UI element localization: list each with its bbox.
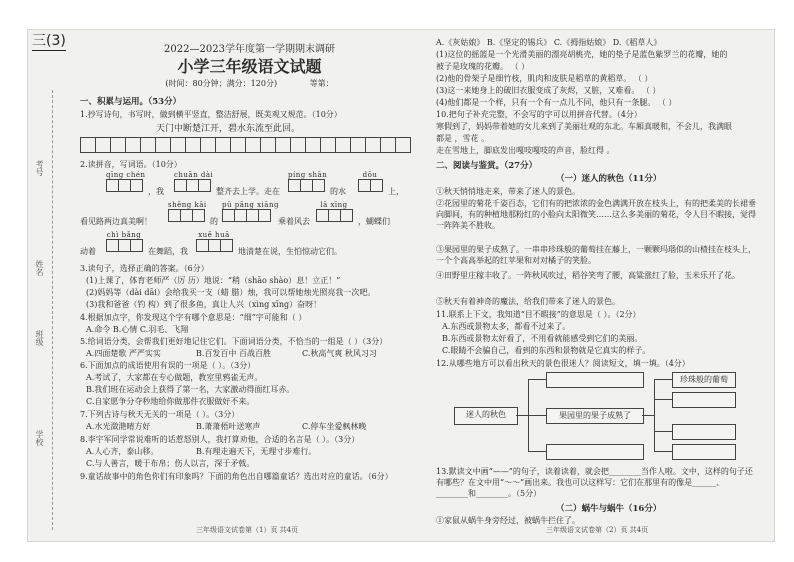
q5-prompt: 5.给词语分类，会帮我们更好地记住它们。下面词语分类，不恰当的一组是（ ）（3分） xyxy=(80,337,388,346)
q11-option-c: C.眼睛不会骗自己，看到的东西和景物就是它真实的样子。 xyxy=(442,346,651,355)
pinyin-pingshan[interactable]: píng shān xyxy=(288,171,327,192)
q8-option-b: B.有理走遍天下，无理寸步难行。 xyxy=(196,447,317,456)
section-1-heading: 一、积累与运用。（53分） xyxy=(80,97,182,107)
passage-2-title: （二）蜗牛与蜗牛（16分） xyxy=(556,504,662,514)
q8-prompt: 8.李宇军同学常说难听的话惹怒别人，我打算劝他，合适的名言是（ ）。（3分） xyxy=(80,435,360,444)
q2-text-5: 看见路两边真美啊！ xyxy=(80,217,152,226)
passage-1-para-2: ②花园里的菊花千姿百态，它们有的把浓浓的金色满满开放在枝头上，有的把柔美的长裙垂向脚间，有的种植地那粉红的小脸向太阳微笑……这么多美丽的菊花，令人目不暇接，觉得一阵阵美不胜收。 xyxy=(436,199,756,230)
exam-title: 小学三年级语文试题 xyxy=(177,57,322,76)
q1-poem: 天门中断楚江开，碧水东流至此回。 xyxy=(156,124,301,134)
exam-info xyxy=(76,78,423,89)
q5-option-a: A.四面楚歌 严严实实 xyxy=(86,349,161,358)
pinyin-shengkai[interactable]: shēng kāi xyxy=(168,201,207,222)
passage-1-para-1: ①秋天悄悄地走来，带来了迷人的景色。 xyxy=(436,187,580,196)
pinyin-pupangxiang[interactable]: pū pāng xiāng xyxy=(222,201,279,222)
pinyin-dou[interactable]: dōu xyxy=(358,171,382,192)
pinyin-xuehua[interactable]: xuě huā xyxy=(196,231,232,252)
writing-grid[interactable] xyxy=(80,137,410,153)
dashed-fold-line xyxy=(52,90,53,530)
q7-option-b: B.萧萧梧叶送寒声 xyxy=(196,422,261,431)
q9-options: A.《灰姑娘》 B.《坚定的锡兵》 C.《拇指姑娘》 D.《稻草人》 xyxy=(436,38,662,47)
q6-option-a: A.考试了，大家都在专心做题，教室里鸦雀无声。 xyxy=(86,373,263,382)
exam-photo xyxy=(27,29,775,542)
passage-2-para-1: ①家鼠从蜗牛身旁经过，被蜗牛拦住了。 xyxy=(436,516,580,525)
q2-text-10: 在舞蹈，我 xyxy=(148,247,188,256)
exam-year-line: 2022—2023学年度第一学期期末调研 xyxy=(164,44,335,55)
time-score-info: (时间：80分钟；满分：120分) xyxy=(165,79,278,88)
q5-option-c: C.秋高气爽 秋风习习 xyxy=(302,349,377,358)
q2-text-11: 地清楚在说，生怕惊动它们。 xyxy=(238,247,342,256)
q3-line-1: (1)上课了，体育老师严（厉 历）地说：“稍（shāo shào）息！立正！” xyxy=(86,276,341,285)
pinyin-qingchen[interactable]: qīng chén xyxy=(106,171,146,192)
passage-1-para-5: ⑤秋天有着神奇的魔法，给我们带来了迷人的景色。 xyxy=(436,297,620,306)
map-blank-4[interactable] xyxy=(672,424,736,440)
q10-line-3: 走在雪地上，脚底发出嘎吱嘎吱的声音，脸红得 。 xyxy=(436,146,615,155)
q10-prompt: 10.把句子补充完整，不会写的字可以用拼音代替。（4分） xyxy=(436,110,642,119)
pinyin-laxing[interactable]: lā xīng xyxy=(316,201,352,222)
gutter-label-exam-id: 考号 xyxy=(35,160,44,176)
q12-prompt: 12.从哪些地方可以看出秋天的景色很迷人？阅读短文，填一填。（4分） xyxy=(436,359,690,368)
map-root: 迷人的秋色 xyxy=(454,407,518,425)
passage-1-title: （一）迷人的秋色（11分） xyxy=(556,174,662,184)
q2-text-2: 整齐去上学。走在 xyxy=(216,187,280,196)
q11-option-a: A.东西或景物太多，都看不过来了。 xyxy=(442,322,571,331)
q2-text-7: 乘着风去 xyxy=(278,217,310,226)
q11-option-b: B.东西或景物太好看了，不用看就能感受到它们的美丽。 xyxy=(442,334,643,343)
map-blank-5[interactable] xyxy=(672,444,736,460)
q4-prompt: 4.根据加点字，你发现这个字有哪个意思是：“细”字可能和（ ） xyxy=(80,313,307,322)
q7-prompt: 7.下列古诗与秋天无关的一项是（ ）。（3分） xyxy=(80,410,240,419)
passage-1-para-4: ④田野里庄稼丰收了。一阵秋风吹过，稻谷笑弯了腰，高粱涨红了脸，玉米乐开了花。 xyxy=(436,271,740,280)
q2-text-4: 上， xyxy=(388,187,404,196)
pinyin-chuandai[interactable]: chuān dài xyxy=(174,171,213,192)
q9-line-1: (1)这位的摇篮是一个光滑美丽的漂亮胡桃壳，她的垫子是蓝色紫罗兰的花瓣，她的 xyxy=(436,50,728,59)
q6-option-c: C.自家愿争分夺秒地给你做那件衣服做好不来。 xyxy=(86,397,255,406)
gutter-label-school: 学校 xyxy=(35,430,44,446)
q9-line-5: (4)他们都是一个样，只有一个有一点儿不同，他只有一条腿。 （ ） xyxy=(436,98,677,107)
map-blank-2[interactable] xyxy=(546,444,644,460)
q2-text-1: ，我 xyxy=(148,187,164,196)
grade-label: 等第： xyxy=(309,79,334,88)
right-page xyxy=(436,30,766,541)
q10-line-1: 寒假到了，妈妈带着她的女儿来到了美丽壮观的东北。车厢真暖和，不会儿，我满眼 xyxy=(436,122,732,131)
q9-line-4: (3)这一来她身上的破旧衣服变成了灰烬，又脏，又难看。 （ ） xyxy=(436,86,661,95)
q9-prompt: 9.童话故事中的角色你们有印象吗？下面的角色出自哪篇童话？选出对应的童话。（6分） xyxy=(80,472,393,481)
q8-option-c: C.与人善言，暖于布帛；伤人以言，深于矛戟。 xyxy=(86,459,255,468)
q6-option-b: B.我们班在运动会上获得了第一名，大家激动得面红耳赤。 xyxy=(86,385,295,394)
left-footer: 三年级语文试卷第（1）页 共4页 xyxy=(196,526,299,534)
q7-option-c: C.停车坐爱枫林晚 xyxy=(302,422,367,431)
q2-text-9: 动着 xyxy=(80,247,96,256)
left-page xyxy=(76,30,423,541)
passage-1-para-3: ③果园里的果子成熟了。一串串珍珠般的葡萄挂在藤上，一颗颗玛瑙似的山楂挂在枝头上，一个个高高举起的红苹果和对对橘子的笑脸。 xyxy=(436,245,756,265)
q3-line-3: (3)我和爸爸（钓 构）到了很多鱼，真让人兴（xìng xīng）奋呀！ xyxy=(86,300,322,309)
q2-text-8: ，蝴蝶们 xyxy=(358,217,390,226)
map-blank-3[interactable] xyxy=(672,392,736,408)
q6-prompt: 6.下面加点的成语使用有误的一项是（ ）。（3分） xyxy=(80,361,256,370)
q2-text-3: 的水 xyxy=(330,187,346,196)
gutter-label-name: 姓名 xyxy=(35,260,44,276)
q2-prompt: 2.读拼音，写词语。（10分） xyxy=(80,160,182,169)
map-branch-orchard: 果园里的果子成熟了 xyxy=(546,408,644,424)
q13-prompt: 13.默读文中画“——”的句子，读着读着，就会把________当作人啦。文中，这样的句子还有哪些？在文中用“～～”画出来。我也可以这样写：它们在那里有的像是______、________和________。（5分） xyxy=(436,467,753,498)
section-2-heading: 二、阅读与鉴赏。（27分） xyxy=(436,161,538,171)
gutter-label-class: 班级 xyxy=(35,330,44,346)
q1-prompt: 1.抄写诗句，书写时，做到横平竖直，整洁舒展，既美观又规范。（10分） xyxy=(80,110,342,119)
q7-option-a: A.水光潋滟晴方好 xyxy=(86,422,151,431)
q3-prompt: 3.读句子，选择正确的答案。（6分） xyxy=(80,264,209,273)
right-footer: 三年级语文试卷第（2）页 共4页 xyxy=(546,526,649,534)
q8-option-a: A.人心齐，泰山移。 xyxy=(86,447,159,456)
q9-line-2: 被子是玫瑰的花瓣。 （ ） xyxy=(436,62,530,71)
binding-gutter xyxy=(28,30,76,541)
map-leaf-grapes: 珍珠般的葡萄 xyxy=(672,372,736,388)
q11-prompt: 11.联系上下文，我知道“目不暇接”的意思是（ ）。（2分） xyxy=(436,310,641,319)
q4-options: A.命令 B.心情 C.羽毛、飞翔 xyxy=(86,325,189,334)
q9-line-3: (2)他的骨架子是细竹枝，肌肉和皮肤是稻草的黄稻草。 （ ） xyxy=(436,74,653,83)
corner-tag: 三(3) xyxy=(32,30,66,51)
pinyin-chibang[interactable]: chì bǎng xyxy=(106,231,142,252)
map-blank-1[interactable] xyxy=(546,372,644,388)
q5-option-b: B.百发百中 百战百胜 xyxy=(196,349,271,358)
q2-text-6: 的 xyxy=(210,217,218,226)
q3-line-2: (2)妈妈等（dài dāi）会给我买一支（蜡 腊）烛，我可以帮她烛光照亮我一次吧。 xyxy=(86,288,376,297)
q10-line-2: 都是 ，雪花 。 xyxy=(436,134,490,143)
